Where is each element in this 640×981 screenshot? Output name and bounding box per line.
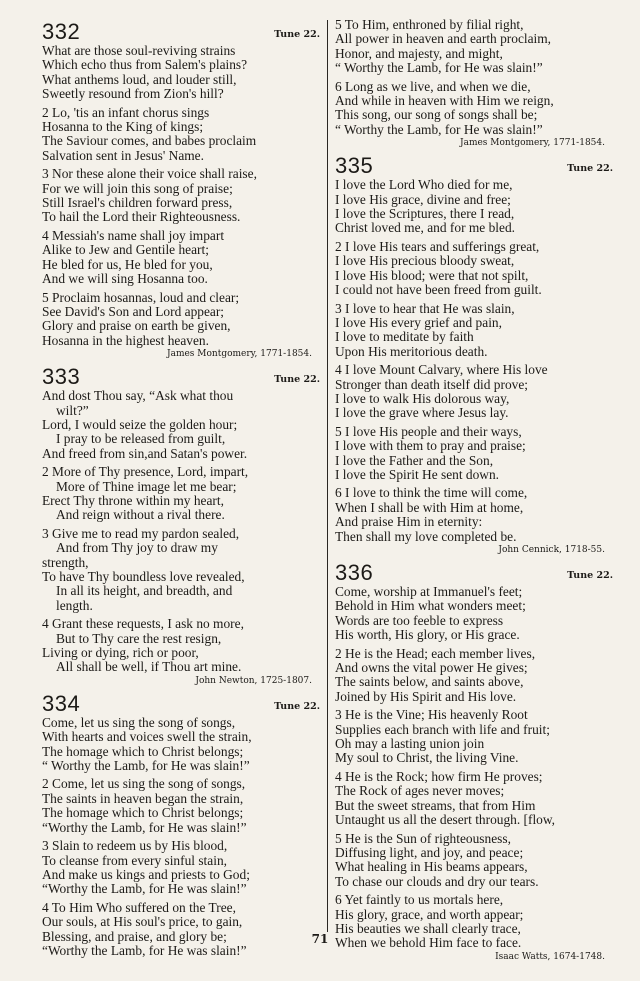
verse-line: He bled for us, He bled for you, [42, 257, 213, 272]
verse-line: Then shall my love completed be. [335, 529, 517, 544]
verse-line: What healing in His beams appears, [335, 860, 528, 875]
hymn-number: 333 [42, 364, 81, 390]
verse-line: “Worthy the Lamb, for He was slain!” [42, 820, 247, 835]
verse-line: “Worthy the Lamb, for He was slain!” [42, 943, 247, 958]
verse-line: When we behold Him face to face. [335, 936, 522, 951]
verse-line: More of Thine image let me bear; [56, 479, 237, 494]
verse-line: But the sweet streams, that from Him [335, 798, 536, 813]
stanza [42, 44, 320, 102]
verse-line: I pray to be released from guilt, [56, 432, 226, 447]
verse-line: To hail the Lord their Righteousness. [42, 210, 241, 225]
verse-line: Joined by His Spirit and His love. [335, 689, 517, 704]
stanza [335, 832, 613, 890]
stanza [42, 465, 320, 523]
verse-line: To chase our clouds and dry our tears. [335, 874, 539, 889]
stanza [42, 229, 320, 287]
stanza [335, 80, 613, 138]
verse-line: “ Worthy the Lamb, for He was slain!” [42, 759, 250, 774]
verse-line: Behold in Him what wonders meet; [335, 599, 526, 614]
verse-line: Sweetly resound from Zion's hill? [42, 87, 224, 102]
tune-label: Tune 22. [274, 374, 320, 386]
hymn-number: 335 [335, 153, 374, 179]
stanza [335, 708, 613, 766]
verse-line: 4 I love Mount Calvary, where His love [335, 363, 548, 378]
verse-line: length. [56, 598, 93, 613]
verse-line: wilt?” [56, 403, 89, 418]
verse-line: Alike to Jew and Gentile heart; [42, 243, 209, 258]
verse-line: And freed from sin,and Satan's power. [42, 446, 248, 461]
stanza [335, 585, 613, 643]
verse-line: See David's Son and Lord appear; [42, 304, 225, 319]
stanza [42, 901, 320, 959]
verse-line: All power in heaven and earth proclaim, [335, 32, 552, 47]
verse-line: In all its height, and breadth, and [56, 584, 233, 599]
verse-line: Which echo thus from Salem's plains? [42, 58, 248, 73]
verse-line: The homage which to Christ belongs; [42, 744, 244, 759]
stanza [335, 18, 613, 76]
column-divider [327, 20, 328, 932]
verse-line: 2 He is the Head; each member lives, [335, 646, 536, 661]
author-attribution: John Cennick, 1718-55. [498, 545, 605, 555]
verse-line: Hosanna to the King of kings; [42, 120, 204, 135]
tune-label: Tune 22. [567, 163, 613, 175]
tune-label: Tune 22. [274, 700, 320, 712]
verse-line: 4 He is the Rock; how firm He proves; [335, 769, 543, 784]
verse-line: To have Thy boundless love revealed, [42, 570, 245, 584]
verse-line: I love with them to pray and praise; [335, 439, 526, 454]
author-attribution: James Montgomery, 1771-1854. [166, 349, 312, 360]
verse-line: 2 I love His tears and sufferings great, [335, 239, 540, 254]
verse-line: 6 Long as we live, and when we die, [335, 79, 531, 94]
author-attribution: James Montgomery, 1771-1854. [459, 138, 605, 149]
verse-line: What are those soul-reviving strains [42, 44, 236, 58]
verse-line: 4 To Him Who suffered on the Tree, [42, 900, 236, 915]
verse-line: To cleanse from every sinful stain, [42, 853, 227, 868]
verse-line: The Rock of ages never moves; [335, 784, 505, 799]
verse-line: 5 To Him, enthroned by filial right, [335, 18, 524, 32]
verse-line: I love to walk His dolorous way, [335, 391, 510, 406]
verse-line: 3 He is the Vine; His heavenly Root [335, 708, 528, 723]
verse-line: strength, [42, 555, 89, 570]
verse-line: With hearts and voices swell the strain, [42, 730, 252, 745]
verse-line: What anthems loud, and louder still, [42, 72, 237, 87]
stanza [42, 167, 320, 225]
verse-line: And dost Thou say, “Ask what thou [42, 389, 234, 404]
verse-line: I love the Father and the Son, [335, 453, 494, 468]
stanza [42, 527, 320, 613]
right-column [335, 18, 613, 966]
author-attribution: Isaac Watts, 1674-1748. [495, 951, 605, 962]
stanza [335, 647, 613, 705]
verse-line: 3 Give me to read my pardon sealed, [42, 526, 240, 541]
verse-line: Upon His meritorious death. [335, 344, 488, 359]
verse-line: I love the grave where Jesus lay. [335, 406, 509, 421]
verse-line: I love the Lord Who died for me, [335, 178, 513, 193]
stanza [42, 291, 320, 349]
verse-line: Hosanna in the highest heaven. [42, 333, 209, 348]
verse-line: My soul to Christ, the living Vine. [335, 751, 519, 766]
verse-line: I love His grace, divine and free; [335, 192, 511, 207]
verse-line: Christ loved me, and for me bled. [335, 221, 515, 236]
verse-line: “ Worthy the Lamb, for He was slain!” [335, 61, 543, 76]
verse-line: 2 Come, let us sing the song of songs, [42, 777, 246, 792]
verse-line: The homage which to Christ belongs; [42, 806, 244, 821]
tune-label: Tune 22. [274, 29, 320, 40]
verse-line: I love His blood; were that not spilt, [335, 268, 529, 283]
verse-line: Untaught us all the desert through. [flow, [335, 813, 556, 828]
verse-line: Supplies each branch with life and fruit; [335, 722, 550, 737]
verse-line: The saints below, and saints above, [335, 675, 524, 690]
stanza [335, 770, 613, 828]
verse-line: Salvation sent in Jesus' Name. [42, 148, 204, 163]
verse-line: I love to meditate by faith [335, 330, 474, 345]
hymn-number: 334 [42, 690, 81, 716]
stanza [335, 363, 613, 421]
verse-line: 5 I love His people and their ways, [335, 424, 522, 439]
verse-line: 5 He is the Sun of righteousness, [335, 831, 511, 846]
verse-line: 3 Slain to redeem us by His blood, [42, 839, 228, 854]
verse-line: Erect Thy throne within my heart, [42, 493, 224, 508]
verse-line: The Saviour comes, and babes proclaim [42, 134, 257, 149]
verse-line: 4 Messiah's name shall joy impart [42, 228, 225, 243]
verse-line: I love the Scriptures, there I read, [335, 207, 515, 222]
left-column [42, 18, 320, 962]
verse-line: Oh may a lasting union join [335, 737, 485, 752]
tune-label: Tune 22. [567, 570, 613, 581]
verse-line: And while in heaven with Him we reign, [335, 94, 554, 109]
stanza [42, 106, 320, 164]
verse-line: I love His every grief and pain, [335, 315, 502, 330]
hymn-header [42, 363, 320, 389]
verse-line: Honor, and majesty, and might, [335, 46, 503, 61]
verse-line: I could not have been freed from guilt. [335, 283, 542, 298]
hymn-header [335, 152, 613, 178]
verse-line: 2 Lo, 'tis an infant chorus sings [42, 105, 210, 120]
stanza [42, 777, 320, 835]
verse-line: Still Israel's children forward press, [42, 196, 233, 211]
verse-line: And make us kings and priests to God; [42, 867, 250, 882]
verse-line: But to Thy care the rest resign, [56, 631, 222, 646]
verse-line: And praise Him in eternity: [335, 515, 483, 530]
verse-line: 6 Yet faintly to us mortals here, [335, 893, 504, 908]
verse-line: All shall be well, if Thou art mine. [56, 660, 242, 675]
verse-line: Stronger than death itself did prove; [335, 377, 529, 392]
verse-line: When I shall be with Him at home, [335, 500, 524, 515]
verse-line: Blessing, and praise, and glory be; [42, 929, 227, 944]
hymn-header [42, 18, 320, 44]
verse-line: 3 Nor these alone their voice shall raise, [42, 167, 257, 182]
stanza [42, 389, 320, 461]
verse-line: “ Worthy the Lamb, for He was slain!” [335, 122, 543, 137]
verse-line: I love His precious bloody sweat, [335, 254, 515, 269]
verse-line: I love the Spirit He sent down. [335, 467, 500, 482]
stanza [335, 178, 613, 236]
hymn-number: 332 [42, 19, 81, 44]
verse-line: Diffusing light, and joy, and peace; [335, 845, 524, 860]
stanza [335, 486, 613, 544]
hymn-header [335, 559, 613, 585]
verse-line: Our souls, at His soul's price, to gain, [42, 915, 243, 930]
verse-line: For we will join this song of praise; [42, 181, 233, 196]
verse-line: This song, our song of songs shall be; [335, 108, 538, 123]
stanza [335, 302, 613, 360]
stanza [335, 240, 613, 298]
verse-line: Come, worship at Immanuel's feet; [335, 585, 523, 599]
stanza [42, 716, 320, 774]
author-attribution: John Newton, 1725-1807. [195, 675, 312, 686]
verse-line: 3 I love to hear that He was slain, [335, 301, 515, 316]
verse-line: Living or dying, rich or poor, [42, 646, 199, 661]
verse-line: Words are too feeble to express [335, 613, 504, 628]
stanza [335, 425, 613, 483]
stanza [42, 839, 320, 897]
verse-line: And from Thy joy to draw my [56, 541, 218, 556]
hymn-number: 336 [335, 560, 374, 585]
verse-line: His beauties we shall clearly trace, [335, 921, 521, 936]
verse-line: His worth, His glory, or His grace. [335, 628, 520, 643]
verse-line: Come, let us sing the song of songs, [42, 715, 236, 730]
verse-line: 6 I love to think the time will come, [335, 486, 528, 501]
verse-line: “Worthy the Lamb, for He was slain!” [42, 882, 247, 897]
verse-line: And reign without a rival there. [56, 508, 225, 523]
verse-line: 5 Proclaim hosannas, loud and clear; [42, 290, 240, 305]
verse-line: Lord, I would seize the golden hour; [42, 417, 238, 432]
page-number: 71 [311, 932, 329, 946]
verse-line: And owns the vital power He gives; [335, 661, 528, 676]
verse-line: 2 More of Thy presence, Lord, impart, [42, 465, 249, 480]
verse-line: The saints in heaven began the strain, [42, 791, 244, 806]
hymn-header [42, 690, 320, 716]
verse-line: 4 Grant these requests, I ask no more, [42, 617, 244, 632]
stanza [42, 617, 320, 675]
verse-line: And we will sing Hosanna too. [42, 272, 208, 287]
verse-line: His glory, grace, and worth appear; [335, 907, 524, 922]
verse-line: Glory and praise on earth be given, [42, 319, 231, 334]
